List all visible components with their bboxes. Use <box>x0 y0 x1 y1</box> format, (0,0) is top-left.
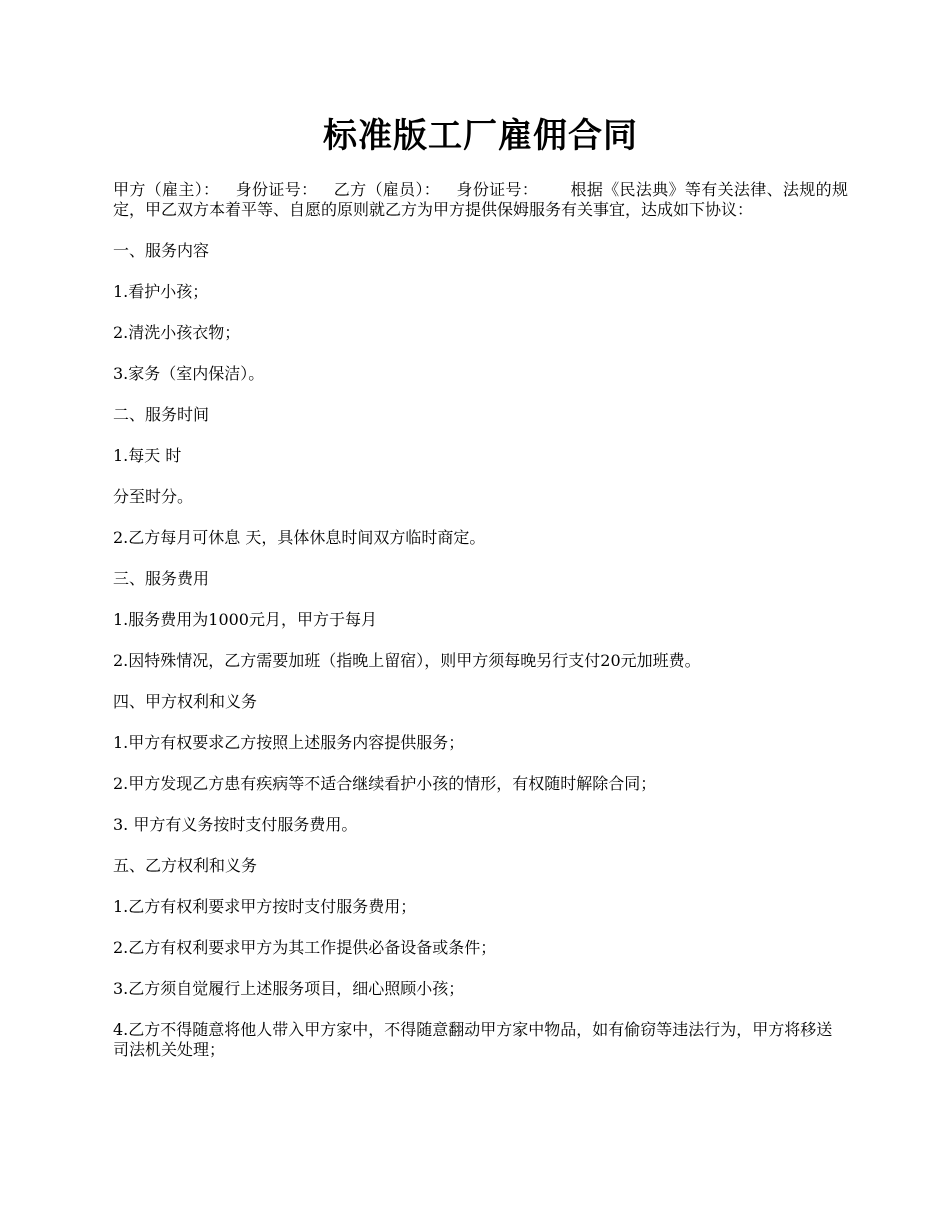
list-item: 1.看护小孩； <box>113 282 209 301</box>
list-item: 分至时分。 <box>113 487 194 506</box>
list-item: 1.甲方有权要求乙方按照上述服务内容提供服务； <box>113 733 465 752</box>
list-item: 3. 甲方有义务按时支付服务费用。 <box>113 815 358 834</box>
list-item: 2.乙方有权利要求甲方为其工作提供必备设备或条件； <box>113 938 497 957</box>
intro-text: 根据《民法典》等有关法律、法规的规定，甲乙双方本着平等、自愿的原则就乙方为甲方提供保姆服务有关事宜，达成如下协议： <box>113 180 848 219</box>
party-a-label: 甲方（雇主）： <box>113 180 220 199</box>
section-heading: 二、服务时间 <box>113 405 210 424</box>
list-item: 1.每天 时 <box>113 446 182 465</box>
document-title: 标准版工厂雇佣合同 <box>323 116 638 156</box>
list-item: 1.服务费用为1000元月，甲方于每月 <box>113 610 377 629</box>
list-item: 4.乙方不得随意将他人带入甲方家中，不得随意翻动甲方家中物品，如有偷窃等违法行为，甲方将移送司法机关处理； <box>113 1020 833 1059</box>
party-b-id-label: 身份证号： <box>456 180 539 199</box>
list-item: 2.清洗小孩衣物； <box>113 323 241 342</box>
list-item: 3.家务（室内保洁）。 <box>113 364 265 383</box>
party-a-id-label: 身份证号： <box>235 180 318 199</box>
section-heading: 五、乙方权利和义务 <box>113 856 258 875</box>
intro-paragraph <box>113 180 848 220</box>
list-item: 2.因特殊情况，乙方需要加班（指晚上留宿），则甲方须每晚另行支付20元加班费。 <box>113 651 701 670</box>
list-item: 1.乙方有权利要求甲方按时支付服务费用； <box>113 897 417 916</box>
list-item: 3.乙方须自觉履行上述服务项目，细心照顾小孩； <box>113 979 465 998</box>
section-heading: 三、服务费用 <box>113 569 210 588</box>
document-body <box>113 180 848 1081</box>
section-heading: 一、服务内容 <box>113 241 210 260</box>
section-heading: 四、甲方权利和义务 <box>113 692 258 711</box>
party-b-label: 乙方（雇员）： <box>333 180 441 199</box>
list-item: 2.乙方每月可休息 天，具体休息时间双方临时商定。 <box>113 528 486 547</box>
list-item: 2.甲方发现乙方患有疾病等不适合继续看护小孩的情形，有权随时解除合同； <box>113 774 657 793</box>
